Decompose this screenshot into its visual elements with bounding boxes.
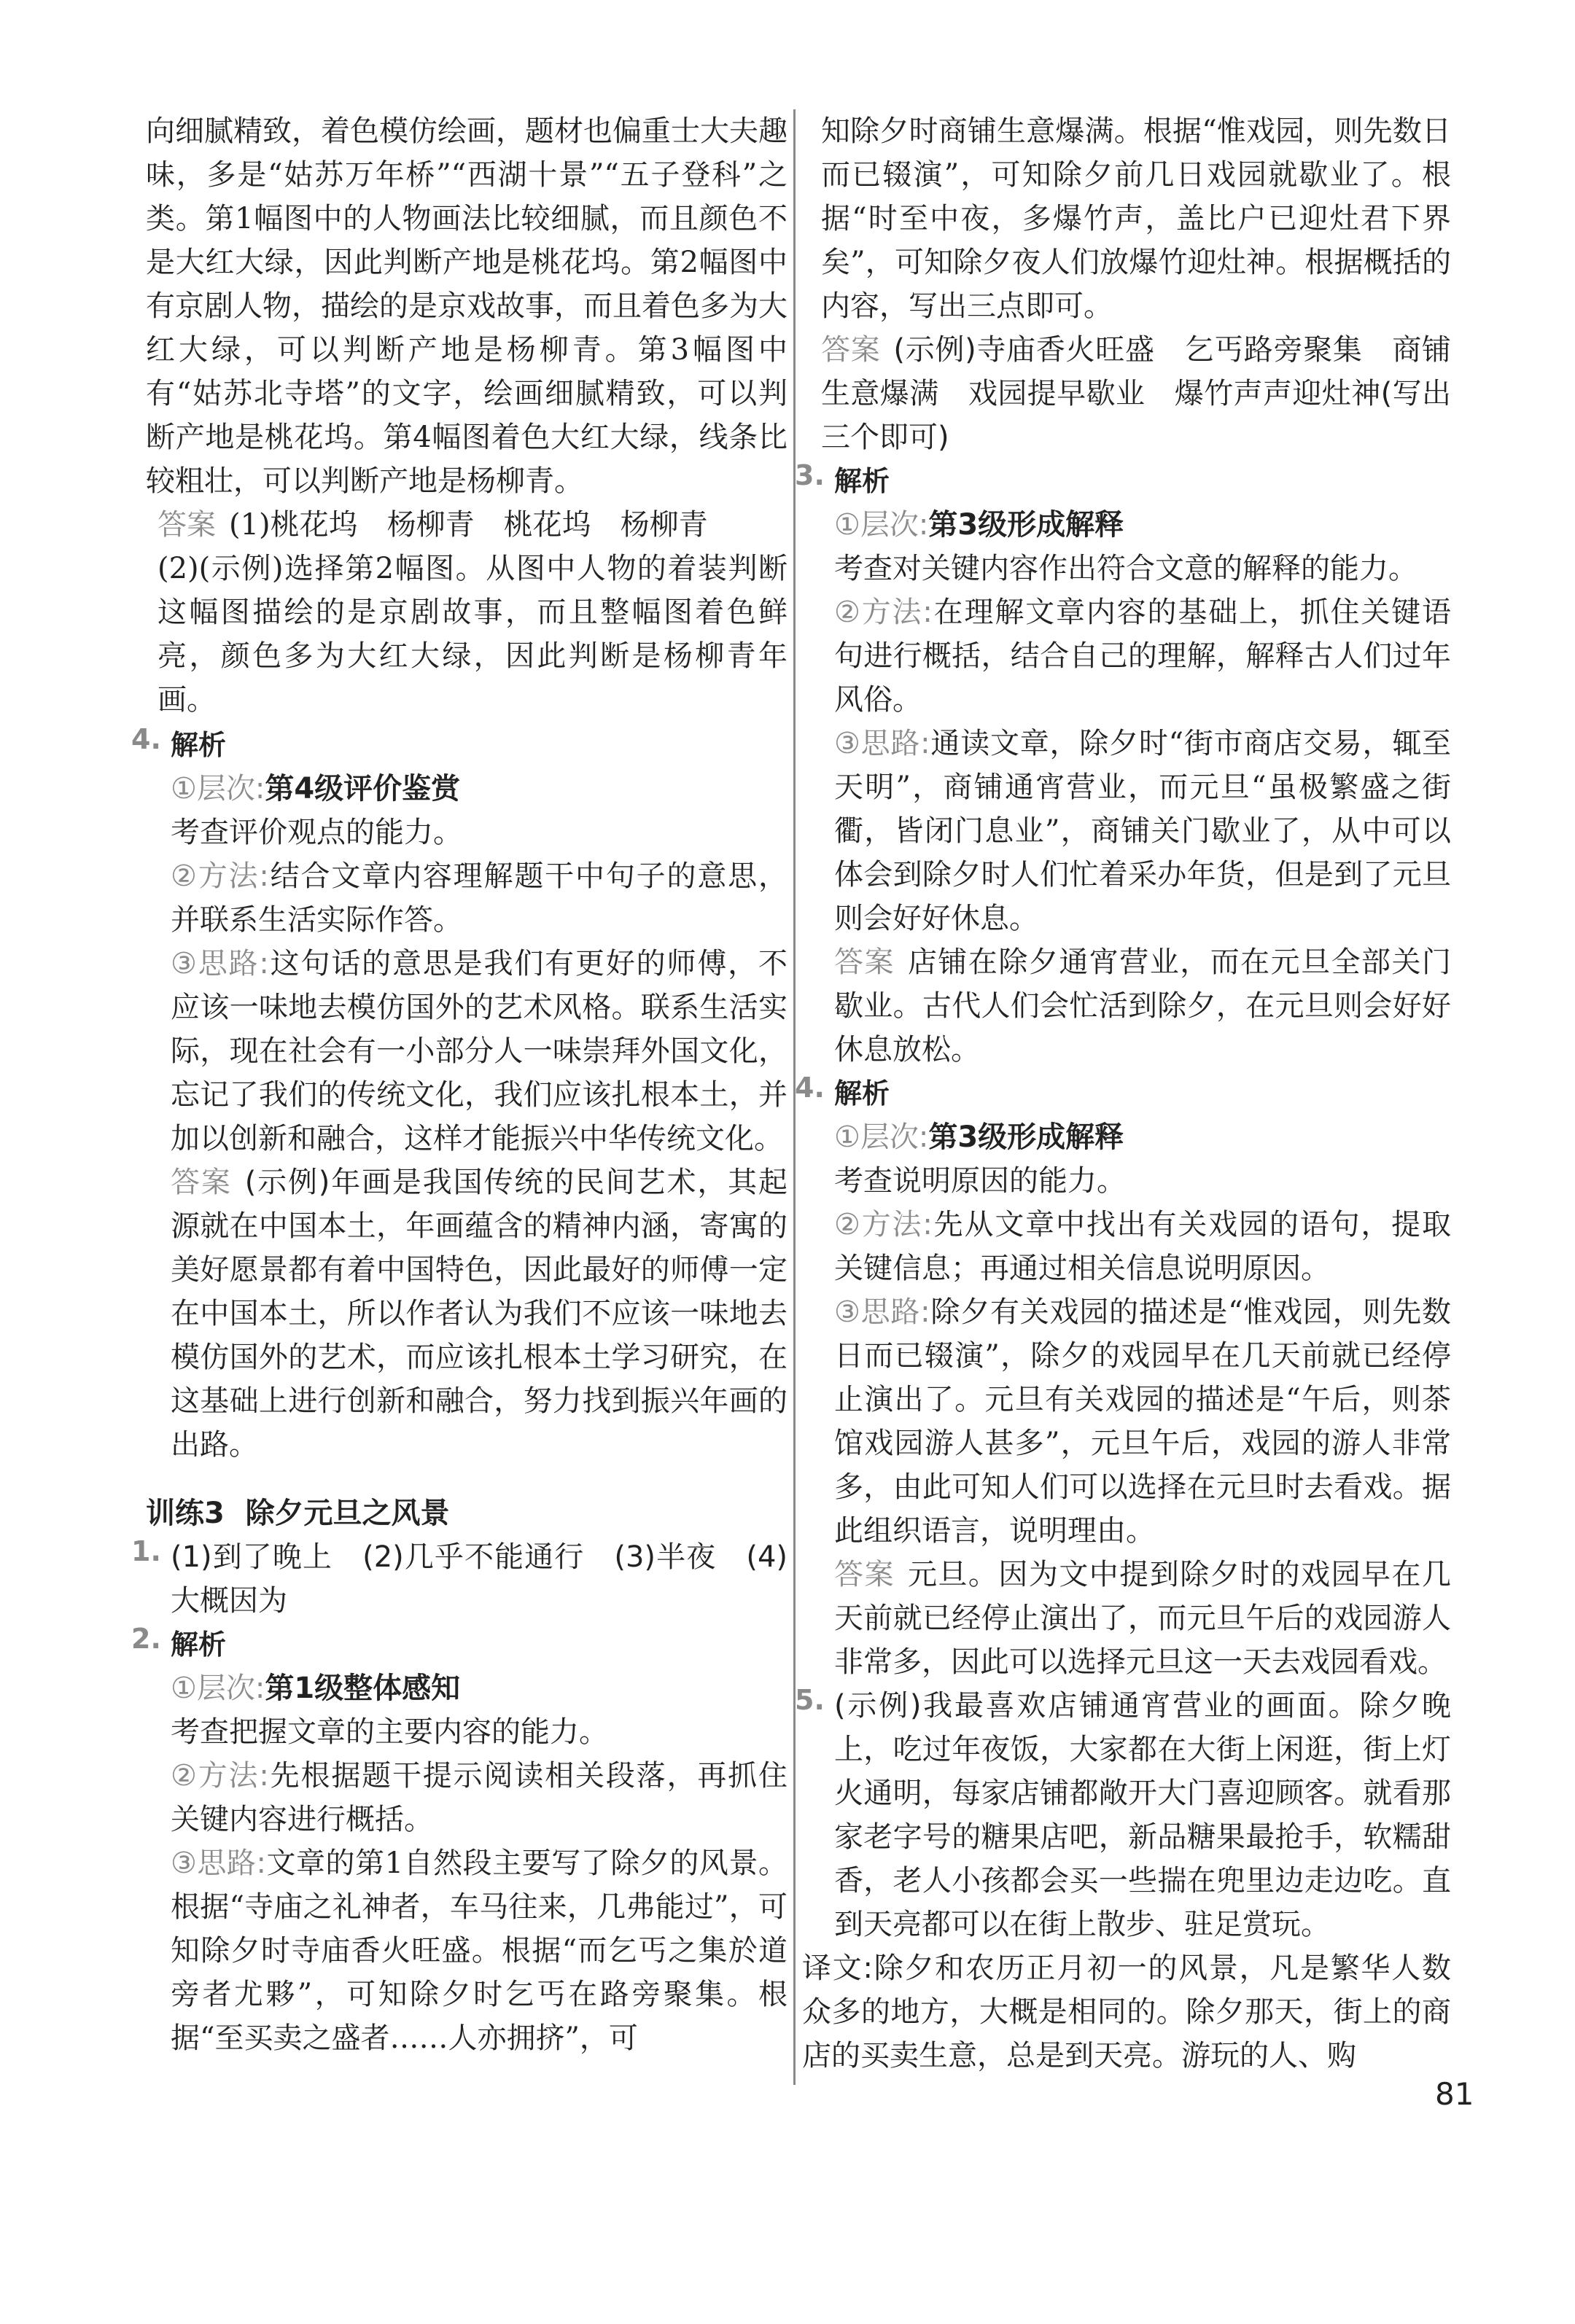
answer-line (171, 1161, 788, 1467)
level-value: 第4级评价鉴赏 (265, 772, 461, 806)
answer-label: 答案 (171, 1166, 232, 1199)
idea-label: ③思路: (171, 947, 269, 980)
question-number: 4. (795, 1072, 825, 1104)
question-number: 3. (795, 459, 825, 491)
answer-label: 答案 (821, 333, 881, 367)
question-heading: 解析 (171, 729, 227, 761)
question-number: 1. (131, 1535, 161, 1567)
question-heading: 解析 (171, 1629, 227, 1661)
idea-label: ③思路: (171, 1847, 266, 1880)
idea-text: 这句话的意思是我们有更好的师傅，不应该一味地去模仿国外的艺术风格。联系生活实际，现在社会有一小部分人一味崇拜外国文化，忘记了我们的传统文化，我们应该扎根本土，并加以创新和融合，这样才能振兴中华传统文化。 (171, 947, 788, 1155)
level-line (171, 1666, 788, 1710)
question-3-block (795, 459, 1452, 1072)
translation-label: 译文: (802, 1951, 873, 1985)
section-title: 除夕元旦之风景 (245, 1497, 450, 1530)
answer-text: (示例)寺庙香火旺盛 乞丐路旁聚集 商铺生意爆满 戏园提早歇业 爆竹声声迎灶神(写出三个即可) (821, 333, 1452, 454)
continued-analysis-text: 知除夕时商铺生意爆满。根据“惟戏园，则先数日而已辍演”，可知除夕前几日戏园就歇业了。根据“时至中夜，多爆竹声，盖比户已迎灶君下界矣”，可知除夕夜人们放爆竹迎灶神。根据概括的内容，写出三点即可。 (821, 114, 1451, 323)
idea-text: 通读文章，除夕时“街市商店交易，辄至天明”，商铺通宵营业，而元旦“虽极繁盛之街衢，皆闭门息业”，商铺关门歇业了，从中可以体会到除夕时人们忙着采办年货，但是到了元旦则会好好休息。 (834, 727, 1451, 935)
answer-text: (示例)年画是我国传统的民间艺术，其起源就在中国本土，年画蕴含的精神内涵，寄寓的美好愿景都有着中国特色，因此最好的师傅一定在中国本土，所以作者认为我们不应该一味地去模仿国外的艺术，而应该扎根本土学习研究，在这基础上进行创新和融合，努力找到振兴年画的出路。 (171, 1166, 788, 1462)
answer-label: 答案 (834, 945, 895, 979)
method-line (171, 854, 788, 942)
level-value: 第3级形成解释 (928, 508, 1124, 542)
idea-line (834, 1290, 1451, 1553)
question-1-answer: (1)到了晚上 (2)几乎不能通行 (3)半夜 (4)大概因为 (171, 1540, 788, 1618)
level-line (834, 503, 1451, 547)
question-5-answer: (示例)我最喜欢店铺通宵营业的画面。除夕晚上，吃过年夜饭，大家都在大街上闲逛，街上灯火通明，每家店铺都敞开大门喜迎顾客。就看那家老字号的糖果店吧，新品糖果最抢手，软糯甜香，老人小孩都会买一些揣在兜里边走边吃。直到天亮都可以在街上散步、驻足赏玩。 (834, 1689, 1451, 1941)
method-label: ②方法: (171, 859, 269, 893)
idea-line (171, 1841, 788, 2060)
level-label: ①层次: (834, 508, 929, 542)
question-heading: 解析 (834, 465, 890, 497)
translation-block (802, 1946, 1451, 2078)
section-label: 训练3 (146, 1497, 225, 1530)
translation-text: 除夕和农历正月初一的风景，凡是繁华人数众多的地方，大概是相同的。除夕那天，街上的商店的买卖生意，总是到天亮。游玩的人、购 (802, 1951, 1452, 2073)
method-label: ②方法: (834, 1208, 933, 1241)
level-description: 考查对关键内容作出符合文意的解释的能力。 (834, 552, 1418, 585)
answer-block (809, 328, 1451, 459)
left-column (131, 109, 788, 2060)
method-text: 结合文章内容理解题干中句子的意思，并联系生活实际作答。 (171, 859, 788, 937)
method-line (834, 590, 1451, 722)
right-column (795, 109, 1452, 2078)
question-heading: 解析 (834, 1077, 890, 1110)
method-label: ②方法: (834, 596, 933, 629)
continued-analysis-text: 向细腻精致，着色模仿绘画，题材也偏重士大夫趣味，多是“姑苏万年桥”“西湖十景”“五子登科”之类。第1幅图中的人物画法比较细腻，而且颜色不是大红大绿，因此判断产地是桃花坞。第2幅图中有京剧人物，描绘的是京戏故事，而且着色多为大红大绿，可以判断产地是杨柳青。第3幅图中有“姑苏北寺塔”的文字，绘画细腻精致，可以判断产地是桃花坞。第4幅图着色大红大绿，线条比较粗壮，可以判断产地是杨柳青。 (146, 114, 788, 498)
level-line (171, 767, 788, 811)
question-number: 2. (131, 1623, 161, 1655)
level-line (834, 1115, 1451, 1159)
question-4-block (795, 1072, 1452, 1684)
question-5-block (795, 1684, 1451, 1946)
level-description: 考查评价观点的能力。 (171, 816, 462, 849)
answer-text: 店铺在除夕通宵营业，而在元旦全部关门歇业。古代人们会忙活到除夕，在元旦则会好好休息放松。 (834, 945, 1452, 1067)
question-number: 4. (131, 723, 161, 755)
answer-text: 元旦。因为文中提到除夕时的戏园早在几天前就已经停止演出了，而元旦午后的戏园游人非常多，因此可以选择元旦这一天去戏园看戏。 (834, 1558, 1452, 1679)
idea-line (834, 722, 1451, 940)
answer-text-2: (2)(示例)选择第2幅图。从图中人物的着装判断这幅图描绘的是京剧故事，而且整幅图着色鲜亮，颜色多为大红大绿，因此判断是杨柳青年画。 (158, 552, 788, 717)
level-description: 考查说明原因的能力。 (834, 1164, 1126, 1198)
level-value: 第1级整体感知 (265, 1672, 461, 1705)
question-number: 5. (795, 1684, 825, 1716)
method-line (171, 1754, 788, 1841)
idea-text: 文章的第1自然段主要写了除夕的风景。根据“寺庙之礼神者，车马往来，几弗能过”，可知除夕时寺庙香火旺盛。根据“而乞丐之集於道旁者尤夥”，可知除夕时乞丐在路旁聚集。根据“至买卖之盛者……人亦拥挤”，可 (171, 1847, 788, 2055)
idea-label: ③思路: (834, 1295, 930, 1329)
level-value: 第3级形成解释 (928, 1120, 1124, 1154)
answer-label: 答案 (834, 1558, 895, 1591)
question-2-block (131, 1623, 788, 2060)
method-label: ②方法: (171, 1759, 269, 1793)
idea-line (171, 942, 788, 1161)
level-label: ①层次: (834, 1120, 929, 1154)
idea-text: 除夕有关戏园的描述是“惟戏园，则先数日而已辍演”，除夕的戏园早在几天前就已经停止演出了。元旦有关戏园的描述是“午后，则茶馆戏园游人甚多”，元旦午后，戏园的游人非常多，由此可知人们可以选择在元旦时去看戏。据此组织语言，说明理由。 (834, 1295, 1451, 1548)
answer-text-1: (1)桃花坞 杨柳青 桃花坞 杨柳青 (229, 508, 708, 542)
level-description: 考查把握文章的主要内容的能力。 (171, 1715, 608, 1749)
method-text: 先根据题干提示阅读相关段落，再抓住关键内容进行概括。 (171, 1759, 788, 1836)
idea-label: ③思路: (834, 727, 930, 760)
page-number: 81 (1435, 2076, 1474, 2112)
method-text: 先从文章中找出有关戏园的语句，提取关键信息；再通过相关信息说明原因。 (834, 1208, 1452, 1285)
question-4-block (131, 723, 788, 1467)
answer-line (834, 940, 1451, 1072)
section-heading (146, 1492, 788, 1535)
level-label: ①层次: (171, 1672, 265, 1705)
method-line (834, 1203, 1451, 1290)
answer-block (146, 503, 788, 722)
method-text: 在理解文章内容的基础上，抓住关键语句进行概括，结合自己的理解，解释古人们过年风俗。 (834, 596, 1452, 717)
answer-line (834, 1553, 1451, 1684)
level-label: ①层次: (171, 772, 265, 806)
answer-label: 答案 (158, 508, 216, 542)
question-1-block (131, 1535, 788, 1623)
